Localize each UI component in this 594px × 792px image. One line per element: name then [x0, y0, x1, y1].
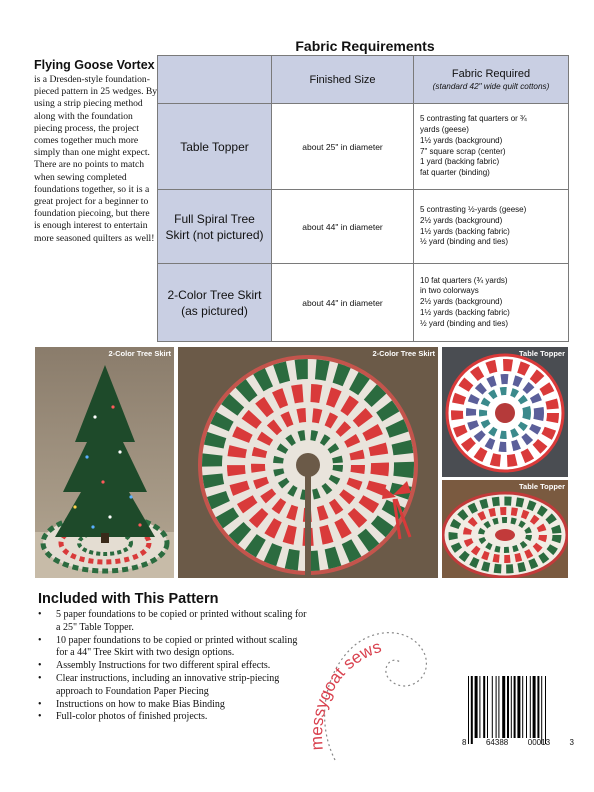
fabric-list [414, 104, 569, 190]
barcode-bar [487, 676, 488, 738]
barcode-bar [517, 676, 520, 738]
table-row [158, 190, 569, 264]
project-name: 2-Color Tree Skirt (as pictured) [158, 264, 272, 342]
barcode-bar [530, 676, 531, 738]
header-fabric-required [414, 56, 569, 104]
table-row [158, 104, 569, 190]
photo-tree-skirt [35, 347, 174, 578]
barcode-bar [502, 676, 505, 738]
intro-title: Flying Goose Vortex [34, 58, 155, 72]
fabric-list [414, 190, 569, 264]
table-header-row [158, 56, 569, 104]
project-name: Table Topper [158, 104, 272, 190]
list-item: • Assembly Instructions for two different spiral effects. [38, 660, 308, 673]
table-row [158, 264, 569, 342]
photo-caption: Table Topper [519, 482, 565, 491]
fabric-line: 1½ yards (background) [420, 135, 503, 145]
barcode-bar [475, 676, 478, 738]
barcode-bar [545, 676, 546, 744]
fabric-line: in two colorways [420, 286, 479, 296]
barcode-number [462, 738, 574, 747]
intro-body: is a Dresden-style foundation-pieced pattern in 25 wedges. By using a strip piecing method along with the foundation piecing process, the project comes together much more simply than one might expect. There are no points to match when sewing completed foundations together, so it is a great project for a beginner to foundation piecoing, but there is enough interest to entertain more seasoned quilters as well! [34, 74, 158, 244]
barcode-bar [514, 676, 516, 738]
barcode-digit-last: 3 [569, 738, 574, 747]
finished-size: about 25" in diameter [272, 104, 414, 190]
finished-size: about 44" in diameter [272, 190, 414, 264]
header-fabric-label: Fabric Required [451, 68, 531, 80]
fabric-line: 2½ yards (background) [420, 297, 503, 307]
fabric-line: ½ yard (binding and ties) [420, 318, 509, 328]
fabric-line: 7" square scrap (center) [420, 146, 506, 156]
photo-table-topper-2 [442, 480, 568, 578]
barcode-group-right: 00013 [527, 738, 551, 747]
brand-logo [295, 600, 445, 770]
fabric-line: 10 fat quarters (¾ yards) [420, 275, 508, 285]
fabric-line: 5 contrasting ½-yards (geese) [420, 204, 527, 214]
barcode-bar [541, 676, 542, 744]
photo-table-topper-1 [442, 347, 568, 477]
header-fabric-subtitle: (standard 42" wide quilt cottons) [432, 82, 550, 91]
barcode-bar [492, 676, 493, 738]
header-finished-size: Finished Size [272, 56, 414, 104]
fabric-line: 1 yard (backing fabric) [420, 157, 500, 167]
included-list [38, 609, 308, 724]
barcode-bar [537, 676, 539, 738]
requirements-title: Fabric Requirements [295, 38, 435, 54]
photo-tree-skirt-flat [178, 347, 438, 578]
photo-caption: Table Topper [519, 349, 565, 358]
photo-caption: 2-Color Tree Skirt [108, 349, 171, 358]
list-item: • Instructions on how to make Bias Binding [38, 699, 308, 712]
barcode-bar [507, 676, 509, 738]
barcode-bar [479, 676, 480, 738]
fabric-line: ½ yard (binding and ties) [420, 237, 509, 247]
barcode-bar [498, 676, 499, 738]
fabric-list [414, 264, 569, 342]
included-title: Included with This Pattern [38, 591, 219, 607]
fabric-line: 1½ yards (backing fabric) [420, 226, 510, 236]
barcode-bar [496, 676, 497, 738]
fabric-line: 2½ yards (background) [420, 215, 503, 225]
logo-text-path: messygoat sews [306, 636, 384, 751]
list-item: • Clear instructions, including an innovative strip-piecing approach to Foundation Paper Piecing [38, 673, 308, 699]
fabric-line: yards (geese) [420, 124, 469, 134]
fabric-line: 1½ yards (backing fabric) [420, 307, 510, 317]
barcode-bar [471, 676, 473, 744]
barcode-digit-first: 8 [462, 738, 467, 747]
barcode-bar [533, 676, 536, 738]
barcode-bar [468, 676, 469, 744]
barcode-group-left: 64388 [485, 738, 509, 747]
barcode-bar [483, 676, 485, 738]
list-item: • 10 paper foundations to be copied or printed without scaling for a 44" Tree Skirt with two design options. [38, 635, 308, 661]
logo-text [307, 637, 384, 751]
list-item: • Full-color photos of finished projects. [38, 711, 308, 724]
fabric-line: fat quarter (binding) [420, 168, 490, 178]
barcode-bar [511, 676, 512, 738]
barcode-bar [526, 676, 527, 738]
project-name: Full Spiral Tree Skirt (not pictured) [158, 190, 272, 264]
requirements-table [157, 55, 569, 342]
fabric-line: 5 contrasting fat quarters or ¾ [420, 114, 527, 124]
list-item: • 5 paper foundations to be copied or printed without scaling for a 25" Table Topper. [38, 609, 308, 635]
finished-size: about 44" in diameter [272, 264, 414, 342]
header-corner-cell [158, 56, 272, 104]
barcode-bar [522, 676, 523, 738]
photo-caption: 2-Color Tree Skirt [372, 349, 435, 358]
